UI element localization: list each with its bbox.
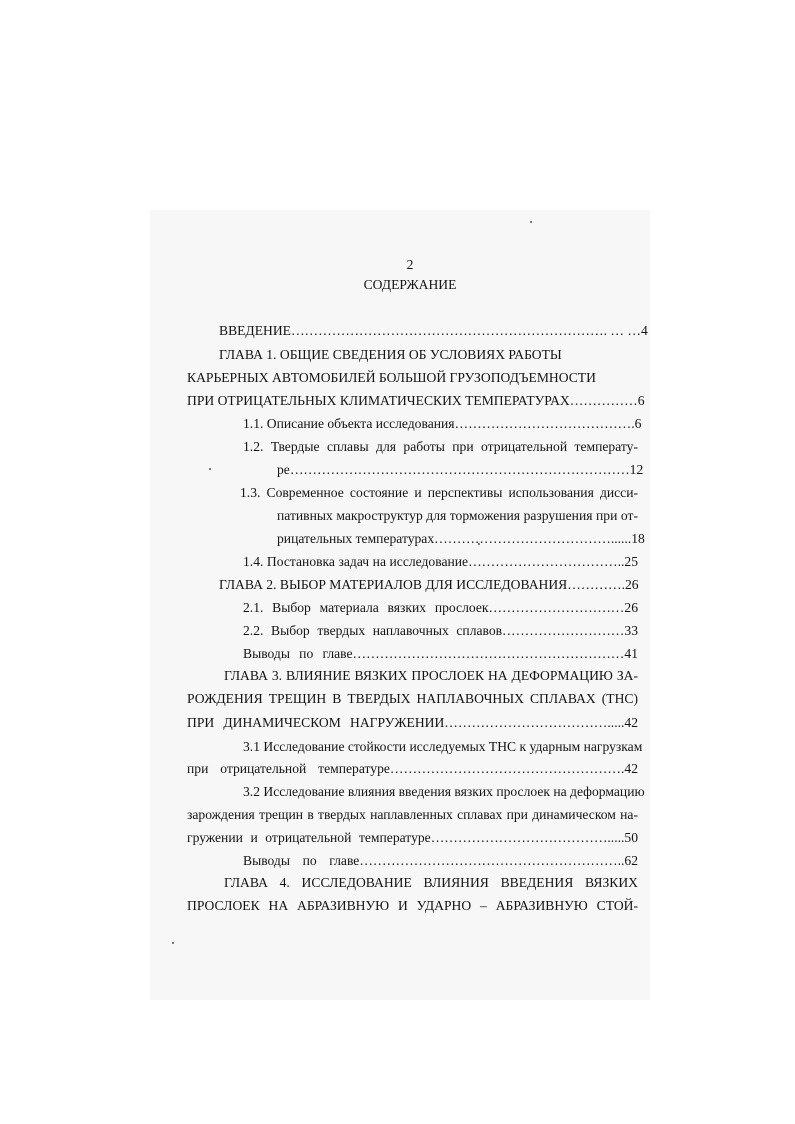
toc-entry-intro: ВВЕДЕНИЕ……………………………………………………………. … …4 bbox=[219, 323, 648, 338]
scan-speck bbox=[209, 468, 211, 470]
toc-section-3-1-line-1: 3.1 Исследование стойкости исследуемых ТНС к ударным нагрузкам bbox=[243, 739, 643, 754]
toc-section-2-2: 2.2. Выбор твердых наплавочных сплавов………………………33 bbox=[243, 623, 638, 638]
toc-section-3-2-line-2: зарождения трещин в твердых наплавленных сплавах при динамическом на- bbox=[187, 807, 638, 822]
toc-chapter-4-line-2: ПРОСЛОЕК НА АБРАЗИВНУЮ И УДАРНО – АБРАЗИВНУЮ СТОЙ- bbox=[187, 898, 638, 913]
toc-chapter-3-line-3: ПРИ ДИНАМИЧЕСКОМ НАГРУЖЕНИИ……………………………….....42 bbox=[187, 715, 638, 730]
toc-section-1-3-line-1: 1.3. Современное состояние и перспективы использования дисси- bbox=[240, 485, 638, 500]
page-title: СОДЕРЖАНИЕ bbox=[363, 277, 457, 292]
toc-chapter-3-line-2: РОЖДЕНИЯ ТРЕЩИН В ТВЕРДЫХ НАПЛАВОЧНЫХ СПЛАВАХ (ТНС) bbox=[187, 691, 638, 706]
toc-section-1-3-line-3: рицательных температурах…………………………………......18 bbox=[277, 531, 645, 546]
scan-speck bbox=[172, 942, 174, 944]
toc-conclusions-2: Выводы по главе……………………………………………………41 bbox=[243, 646, 638, 661]
toc-section-1-2-line-1: 1.2. Твердые сплавы для работы при отрицательной температу- bbox=[243, 439, 638, 454]
toc-chapter-1-line-1: ГЛАВА 1. ОБЩИЕ СВЕДЕНИЯ ОБ УСЛОВИЯХ РАБОТЫ bbox=[219, 347, 562, 362]
toc-conclusions-3: Выводы по главе…………………………………………………..62 bbox=[243, 853, 638, 868]
toc-section-2-1: 2.1. Выбор материала вязких прослоек…………………………26 bbox=[243, 600, 638, 615]
toc-chapter-2: ГЛАВА 2. ВЫБОР МАТЕРИАЛОВ ДЛЯ ИССЛЕДОВАНИЯ………….26 bbox=[219, 577, 639, 592]
toc-chapter-1-line-3: ПРИ ОТРИЦАТЕЛЬНЫХ КЛИМАТИЧЕСКИХ ТЕМПЕРАТУРАХ……………6 bbox=[187, 393, 645, 408]
scan-speck bbox=[530, 221, 532, 223]
toc-section-1-4: 1.4. Постановка задач на исследование……………………………..25 bbox=[243, 554, 638, 569]
toc-chapter-1-line-2: КАРЬЕРНЫХ АВТОМОБИЛЕЙ БОЛЬШОЙ ГРУЗОПОДЪЕМНОСТИ bbox=[187, 370, 596, 385]
toc-section-3-2-line-3: гружении и отрицательной температуре………………………………….....50 bbox=[187, 830, 638, 845]
toc-section-3-1-line-2: при отрицательной температуре…………………………………………….42 bbox=[187, 761, 638, 776]
toc-section-3-2-line-1: 3.2 Исследование влияния введения вязких прослоек на деформацию bbox=[243, 784, 645, 799]
toc-chapter-3-line-1: ГЛАВА 3. ВЛИЯНИЕ ВЯЗКИХ ПРОСЛОЕК НА ДЕФОРМАЦИЮ ЗА- bbox=[224, 668, 638, 683]
page-number: 2 bbox=[406, 257, 414, 272]
toc-section-1-1: 1.1. Описание объекта исследования………………………………….6 bbox=[243, 416, 642, 431]
toc-section-1-2-line-2: ре…………………………………………………………………12 bbox=[277, 462, 644, 477]
toc-section-1-3-line-2: пативных макроструктур для торможения разрушения при от- bbox=[277, 508, 638, 523]
toc-chapter-4-line-1: ГЛАВА 4. ИССЛЕДОВАНИЕ ВЛИЯНИЯ ВВЕДЕНИЯ ВЯЗКИХ bbox=[224, 875, 638, 890]
